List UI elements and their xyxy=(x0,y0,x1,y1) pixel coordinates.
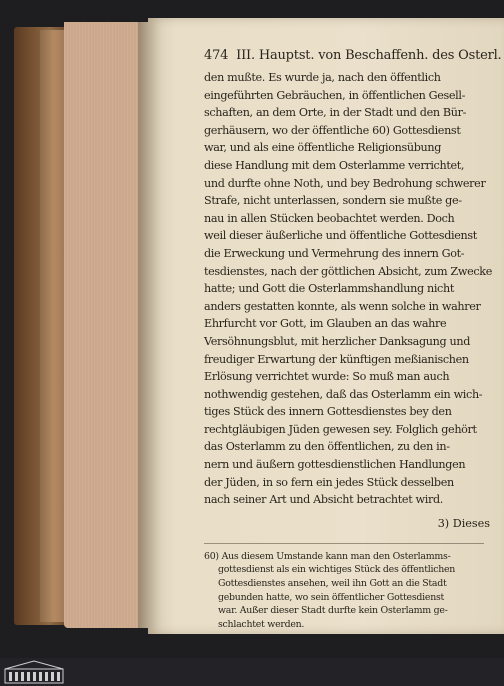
text-line: diese Handlung mit dem Osterlamme verrichtet, xyxy=(204,158,465,172)
text-line: tiges Stück des innern Gottesdienstes bey den xyxy=(204,405,452,419)
text-line: schaften, an dem Orte, in der Stadt und den Bür- xyxy=(204,106,467,120)
body-text xyxy=(204,69,494,509)
text-line: weil dieser äußerliche und öffentliche Gottesdienst xyxy=(204,229,477,243)
text-line: Strafe, nicht unterlassen, sondern sie mußte ge- xyxy=(204,194,462,208)
text-line: anders gestatten konnte, als wenn solche in wahrer xyxy=(204,299,481,313)
book-page xyxy=(148,18,504,634)
text-line: die Erweckung und Vermehrung des innern Got- xyxy=(204,246,465,260)
footnote-line: schlachtet werden. xyxy=(218,618,305,630)
text-line: nothwendig gestehen, daß das Osterlamm ein wich- xyxy=(204,387,483,401)
page-number: 474 xyxy=(204,48,229,63)
running-head-title: III. Hauptst. von Beschaffenh. des Osterl. xyxy=(236,48,502,63)
text-line: nau in allen Stücken beobachtet werden. Doch xyxy=(204,211,455,225)
text-line: der Jüden, in so fern ein jedes Stück desselben xyxy=(204,475,454,489)
text-line: Erlösung verrichtet wurde: So muß man auch xyxy=(204,370,450,384)
text-line: nern und äußern gottesdienstlichen Handlungen xyxy=(204,458,466,472)
footnote xyxy=(204,550,494,632)
text-line: gerhäusern, wo der öffentliche 60) Gottesdienst xyxy=(204,123,461,137)
text-line: tesdienstes, nach der göttlichen Absicht, zum Zwecke xyxy=(204,264,492,278)
library-building-logo-icon xyxy=(4,660,64,684)
footnote-line: gottesdienst als ein wichtiges Stück des öffentlichen xyxy=(218,564,456,576)
footnote-line: 60) Aus diesem Umstande kann man den Osterlamms- xyxy=(204,550,451,562)
text-line: nach seiner Art und Absicht betrachtet wird. xyxy=(204,493,444,507)
text-line: freudiger Erwartung der künftigen meßianischen xyxy=(204,352,469,366)
text-line: Ehrfurcht vor Gott, im Glauben an das wahre xyxy=(204,317,447,331)
text-line: rechtgläubigen Jüden gewesen sey. Folglich gehört xyxy=(204,422,477,436)
text-line: den mußte. Es wurde ja, nach den öffentlich xyxy=(204,71,441,84)
text-line: hatte; und Gott die Osterlammshandlung nicht xyxy=(204,282,454,296)
footnote-line: war. Außer dieser Stadt durfte kein Osterlamm ge- xyxy=(218,605,448,617)
text-line: Versöhnungsblut, mit herzlicher Danksagung und xyxy=(204,334,471,348)
page-block-edge xyxy=(64,22,142,628)
text-line: das Osterlamm zu den öffentlichen, zu den in- xyxy=(204,440,450,454)
catchword: 3) Dieses xyxy=(437,516,490,530)
footnote-line: gebunden hatte, wo sein öffentlicher Gottesdienst xyxy=(218,591,445,603)
text-line: eingeführten Gebräuchen, in öffentlichen Gesell- xyxy=(204,88,466,102)
footnote-line: Gottesdienstes ansehen, weil ihn Gott an die Stadt xyxy=(218,578,447,590)
text-line: war, und als eine öffentliche Religionsübung xyxy=(204,141,442,155)
running-header xyxy=(204,48,502,63)
text-line: und durfte ohne Noth, und bey Bedrohung schwerer xyxy=(204,176,486,190)
footnote-rule xyxy=(204,543,484,544)
viewer-footer-bar xyxy=(0,658,504,686)
page-text xyxy=(204,48,502,631)
